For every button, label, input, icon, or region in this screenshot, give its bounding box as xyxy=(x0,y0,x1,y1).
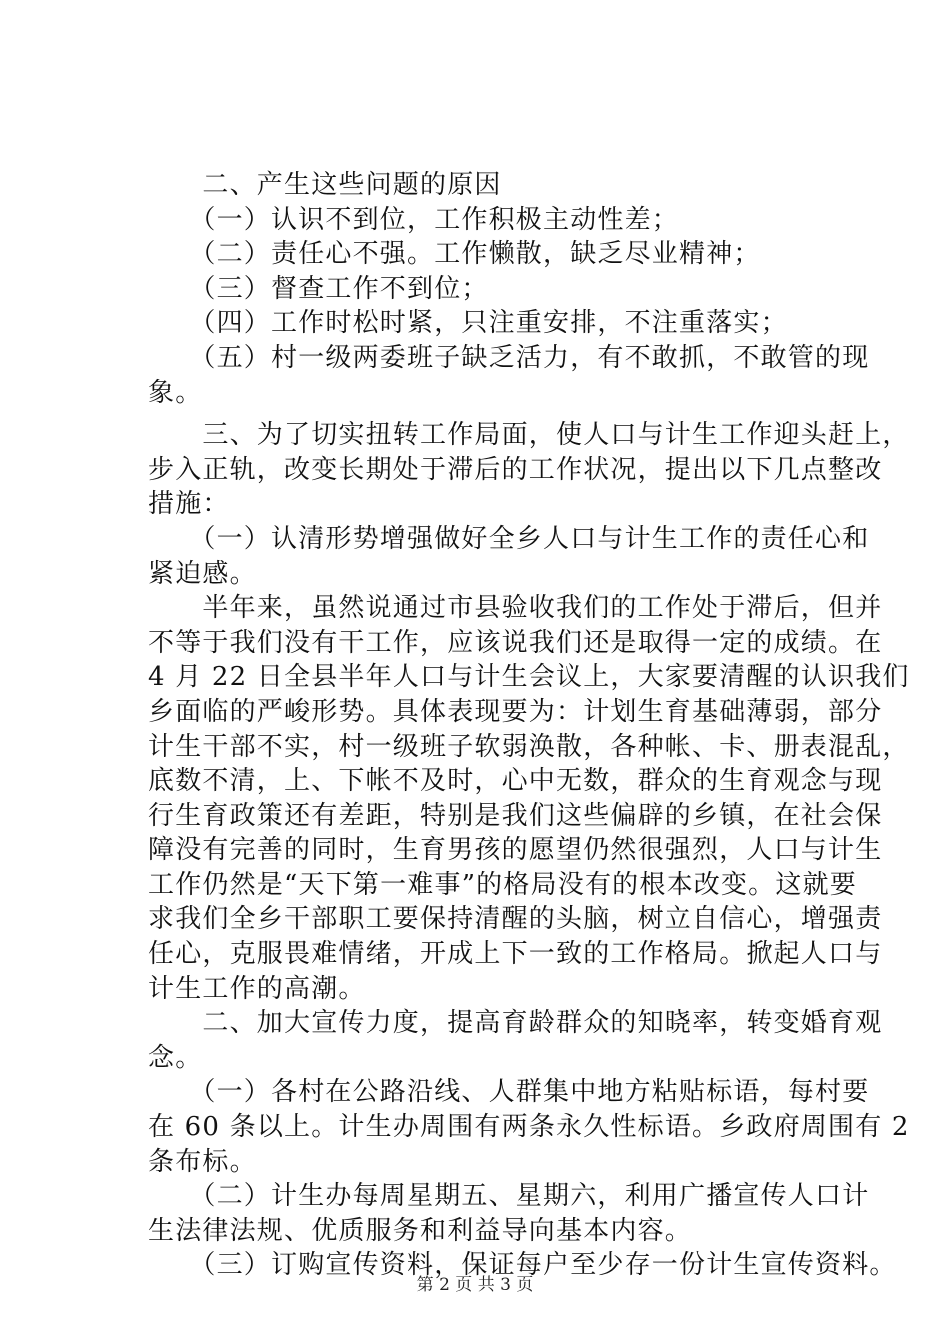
paragraph-line: 乡面临的严峻形势。具体表现要为：计划生育基础薄弱，部分 xyxy=(148,696,883,727)
paragraph-line: 工作仍然是“天下第一难事”的格局没有的根本改变。这就要 xyxy=(148,869,857,900)
paragraph-line: 措施： xyxy=(148,489,230,520)
paragraph-line: 行生育政策还有差距，特别是我们这些偏辟的乡镇，在社会保 xyxy=(148,800,883,831)
paragraph-line: （二）计生办每周星期五、星期六，利用广播宣传人口计 xyxy=(148,1181,870,1212)
paragraph-line: 计生工作的高潮。 xyxy=(148,973,366,1004)
paragraph-line: 任心，克服畏难情绪，开成上下一致的工作格局。掀起人口与 xyxy=(148,939,883,970)
paragraph-line: 三、为了切实扭转工作局面，使人口与计生工作迎头赶上， xyxy=(148,420,910,451)
paragraph-line: 步入正轨，改变长期处于滞后的工作状况，提出以下几点整改 xyxy=(148,454,883,485)
paragraph-line: 求我们全乡干部职工要保持清醒的头脑，树立自信心，增强责 xyxy=(148,904,883,935)
paragraph-line: 象。 xyxy=(148,377,203,408)
document-body xyxy=(148,168,910,1283)
paragraph-line: 条布标。 xyxy=(148,1146,257,1177)
page-number-footer: 第 2 页 共 3 页 xyxy=(416,1275,534,1295)
paragraph-line: （五）村一级两委班子缺乏活力，有不敢抓，不敢管的现 xyxy=(148,342,870,373)
paragraph-line: 障没有完善的同时，生育男孩的愿望仍然很强烈，人口与计生 xyxy=(148,835,883,866)
paragraph-line: 二、加大宣传力度，提高育龄群众的知晓率，转变婚育观 xyxy=(148,1008,883,1039)
paragraph-line: 生法律法规、优质服务和利益导向基本内容。 xyxy=(148,1215,693,1246)
paragraph-line: 二、产生这些问题的原因 xyxy=(148,170,502,200)
paragraph-line: 在 60 条以上。计生办周围有两条永久性标语。乡政府周围有 2 xyxy=(148,1112,910,1143)
paragraph-line: （三）订购宣传资料，保证每户至少存一份计生宣传资料。 xyxy=(148,1250,897,1281)
paragraph-line: 4 月 22 日全县半年人口与计生会议上，大家要清醒的认识我们 xyxy=(148,662,910,693)
paragraph-line: 半年来，虽然说通过市县验收我们的工作处于滞后，但并 xyxy=(148,593,883,624)
paragraph-line: （一）认清形势增强做好全乡人口与计生工作的责任心和 xyxy=(148,523,870,554)
paragraph-line: （三）督查工作不到位； xyxy=(148,273,489,304)
paragraph-line: （一）各村在公路沿线、人群集中地方粘贴标语，每村要 xyxy=(148,1077,870,1108)
paragraph-line: 念。 xyxy=(148,1042,203,1073)
paragraph-line: 不等于我们没有干工作，应该说我们还是取得一定的成绩。在 xyxy=(148,627,883,658)
paragraph-line: 计生干部不实，村一级班子软弱涣散，各种帐、卡、册表混乱， xyxy=(148,731,910,762)
paragraph-line: 底数不清，上、下帐不及时，心中无数，群众的生育观念与现 xyxy=(148,766,883,797)
paragraph-line: 紧迫感。 xyxy=(148,558,257,589)
paragraph-gap xyxy=(148,410,832,418)
paragraph-line: （四）工作时松时紧，只注重安排，不注重落实； xyxy=(148,308,788,339)
paragraph-line: （一）认识不到位，工作积极主动性差； xyxy=(148,204,680,235)
paragraph-line: （二）责任心不强。工作懒散，缺乏尽业精神； xyxy=(148,239,761,270)
